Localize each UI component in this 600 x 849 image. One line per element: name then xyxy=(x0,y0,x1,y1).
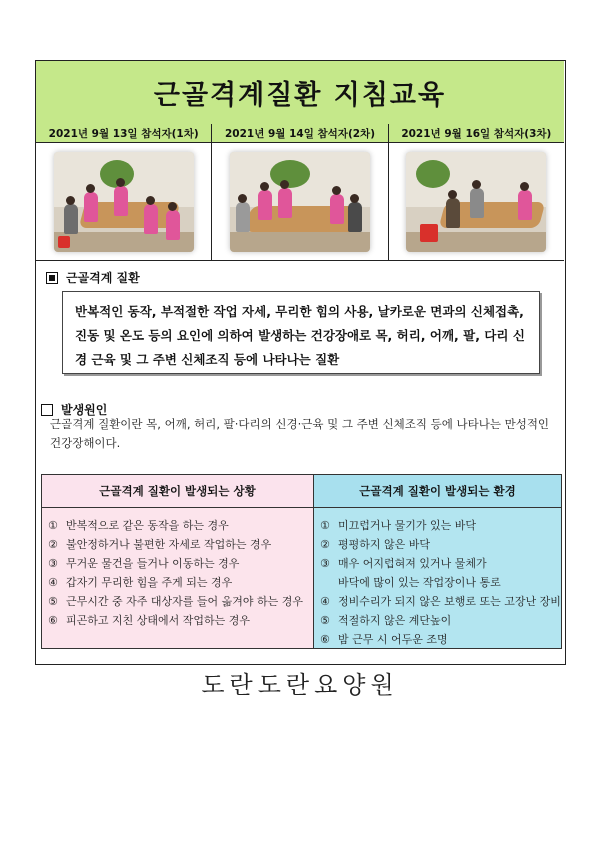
filled-square-bullet-icon xyxy=(46,272,58,284)
session-photo-2 xyxy=(230,152,370,252)
environment-header: 근골격계 질환이 발생되는 환경 xyxy=(314,475,561,508)
session-photo-3 xyxy=(406,152,546,252)
environment-item-text: 매우 어지럽혀져 있거나 물체가 바닥에 많이 있는 작업장이나 통로 xyxy=(338,557,501,589)
environment-item-text: 적절하지 않은 계단높이 xyxy=(338,614,452,627)
situation-item xyxy=(48,516,313,535)
session-date-1: 2021년 9월 13일 참석자(1차) xyxy=(36,124,212,142)
environment-item xyxy=(320,630,561,649)
photo-cell-2 xyxy=(212,143,388,260)
environment-item xyxy=(320,535,561,554)
photo-cell-1 xyxy=(36,143,212,260)
environment-item-number: ② xyxy=(320,538,330,551)
situation-item-text: 피곤하고 지친 상태에서 작업하는 경우 xyxy=(66,614,251,627)
situation-item xyxy=(48,611,313,630)
situation-item-text: 반복적으로 같은 동작을 하는 경우 xyxy=(66,519,229,532)
environment-item-text: 평평하지 않은 바닥 xyxy=(338,538,431,551)
situation-item xyxy=(48,573,313,592)
definition-heading xyxy=(46,269,140,286)
environment-item-number: ⑤ xyxy=(320,614,330,627)
session-date-3: 2021년 9월 16일 참석자(3차) xyxy=(401,127,552,140)
environment-item xyxy=(320,554,561,592)
situation-item-text: 갑자기 무리한 힘을 주게 되는 경우 xyxy=(66,576,233,589)
title-banner xyxy=(36,61,564,125)
environment-column xyxy=(314,475,561,648)
situations-list xyxy=(42,508,313,630)
cause-heading-label: 발생원인 xyxy=(61,403,108,417)
environment-item xyxy=(320,611,561,630)
organization-name: 도란도란요양원 xyxy=(201,671,399,699)
situation-item-text: 근무시간 중 자주 대상자를 들어 옮겨야 하는 경우 xyxy=(66,595,303,608)
situation-item-number: ⑥ xyxy=(48,614,58,627)
situation-item xyxy=(48,535,313,554)
environment-item-text: 밤 근무 시 어두운 조명 xyxy=(338,633,448,646)
environment-item-number: ③ xyxy=(320,557,330,570)
photo-cell-3 xyxy=(389,143,564,260)
environment-item xyxy=(320,516,561,535)
environment-list xyxy=(314,508,561,649)
situation-item xyxy=(48,554,313,573)
environment-item-text: 미끄럽거나 물기가 있는 바닥 xyxy=(338,519,477,532)
environment-item-number: ④ xyxy=(320,595,330,608)
situation-item-number: ① xyxy=(48,519,58,532)
situation-item xyxy=(48,592,313,611)
situation-item-number: ② xyxy=(48,538,58,551)
environment-item-number: ⑥ xyxy=(320,633,330,646)
session-date-2: 2021년 9월 14일 참석자(2차) xyxy=(212,124,388,142)
page-title: 근골격계질환 지침교육 xyxy=(153,80,447,111)
document-frame xyxy=(35,60,566,665)
situation-item-text: 불안정하거나 불편한 자세로 작업하는 경우 xyxy=(66,538,272,551)
situation-item-text: 무거운 물건을 들거나 이동하는 경우 xyxy=(66,557,240,570)
situation-item-number: ⑤ xyxy=(48,595,58,608)
situation-item-number: ④ xyxy=(48,576,58,589)
empty-square-bullet-icon xyxy=(41,404,53,416)
definition-heading-label: 근골격계 질환 xyxy=(66,271,140,285)
environment-item-number: ① xyxy=(320,519,330,532)
definition-box: 반복적인 동작, 부적절한 작업 자세, 무리한 힘의 사용, 날카로운 면과의 신체접촉, 진동 및 온도 등의 요인에 의하여 발생하는 건강장애로 목, 허리, 어깨, 팔, 다리 신경 근육 및 그 주변 신체조직 등에 나타나는 질환 xyxy=(62,291,540,374)
environment-item-text: 정비수리가 되지 않은 보행로 또는 고장난 장비 xyxy=(338,595,561,608)
situations-column xyxy=(42,475,314,648)
risk-factor-table xyxy=(41,474,562,649)
situation-item-number: ③ xyxy=(48,557,58,570)
photo-row xyxy=(36,143,564,261)
session-photo-1 xyxy=(54,152,194,252)
environment-item xyxy=(320,592,561,611)
cause-text: 근골격계 질환이란 목, 어깨, 허리, 팔·다리의 신경·근육 및 그 주변 신체조직 등에 나타나는 만성적인 건강장해이다. xyxy=(50,417,550,450)
situations-header: 근골격계 질환이 발생되는 상황 xyxy=(42,475,313,508)
session-date-row xyxy=(36,124,564,143)
